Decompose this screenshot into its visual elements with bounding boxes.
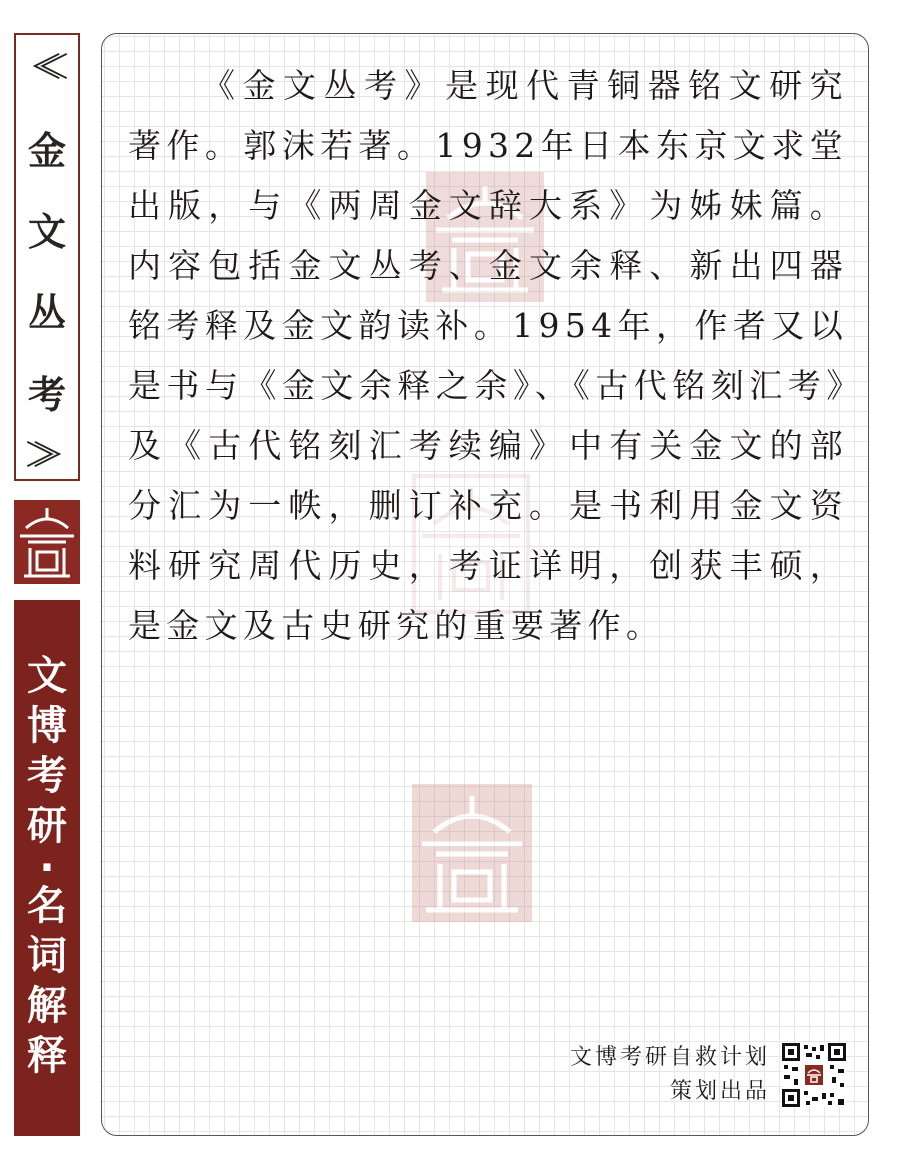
article-body: 《金文丛考》是现代青铜器铭文研究著作。郭沫若著。1932年日本东京文求堂出版，与《两周金文辞大系》为姊妹篇。内容包括金文丛考、金文余释、新出四器铭考释及金文韵读补。1954年，作者又以是书与《金文余释之余》、《古代铭刻汇考》及《古代铭刻汇考续编》中有关金文的部分汇为一帙，删订补充。是书利用金文资料研究周代历史，考证详明，创获丰硕，是金文及古史研究的重要著作。 bbox=[128, 66, 848, 645]
seal-watermark-icon bbox=[412, 784, 532, 922]
seal-logo-icon bbox=[14, 500, 80, 584]
title-char: 丛 bbox=[27, 290, 66, 335]
open-bracket-icon bbox=[16, 49, 78, 83]
footer-line-1: 文博考研自救计划 bbox=[569, 1045, 770, 1070]
series-banner bbox=[14, 600, 80, 1136]
series-char: 解 bbox=[27, 983, 67, 1029]
footer-credit bbox=[570, 1041, 770, 1109]
footer-line-2: 策划出品 bbox=[669, 1079, 770, 1104]
title-char: 考 bbox=[27, 372, 66, 417]
series-char: 研 bbox=[27, 803, 67, 849]
series-char: 考 bbox=[27, 753, 67, 799]
series-char: 博 bbox=[27, 703, 67, 749]
grid-paper-panel bbox=[101, 33, 869, 1136]
series-char: 名 bbox=[27, 883, 67, 929]
vertical-title bbox=[14, 33, 80, 481]
qr-code-icon[interactable] bbox=[782, 1043, 846, 1107]
series-char: 词 bbox=[27, 933, 67, 979]
title-char: 金 bbox=[27, 128, 66, 173]
series-char: 释 bbox=[27, 1033, 67, 1079]
series-char: 文 bbox=[27, 653, 67, 699]
series-char: · bbox=[39, 845, 55, 891]
title-char: 文 bbox=[27, 209, 66, 254]
close-bracket-icon bbox=[16, 437, 78, 471]
